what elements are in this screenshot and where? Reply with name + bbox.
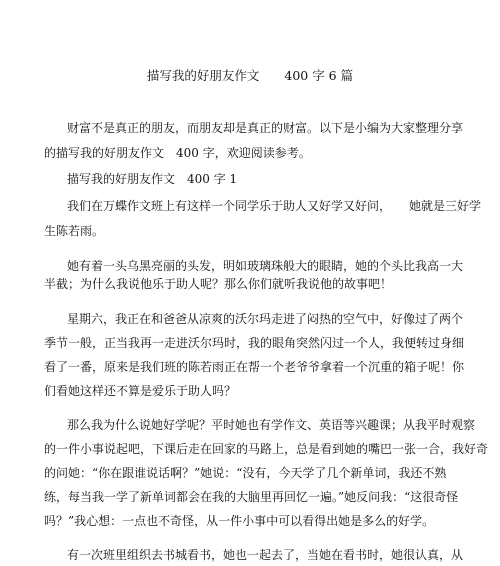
paragraph-line: 半截；为什么我说他乐于助人呢？那么你们就听我说他的故事吧！ xyxy=(44,277,393,291)
paragraph-line: 练，每当我一学了新单词都会在我的大脑里再回忆一遍。”她反问我：“这很奇怪 xyxy=(44,490,459,504)
paragraph-line: 有一次班里组织去书城看书，她也一起去了，当她在看书时，她很认真，从 xyxy=(67,548,464,562)
document-title: 描写我的好朋友作文 400 字 6 篇 xyxy=(146,68,354,83)
paragraph-line: 看了一番，原来是我们班的陈若雨正在帮一个老爷爷拿着一个沉重的箱子呢！你 xyxy=(44,360,465,374)
section-heading: 描写我的好朋友作文 400 字 1 xyxy=(67,172,238,186)
paragraph-line: 们看她这样还不算是爱乐于助人吗？ xyxy=(44,384,237,398)
paragraph-line: 那么我为什么说她好学呢？平时她也有学作文、英语等兴趣课；从我平时观察 xyxy=(67,418,476,432)
paragraph-line: 的一件小事说起吧，下课后走在回家的马路上，总是看到她的嘴巴一张一合，我好奇 xyxy=(44,442,489,456)
paragraph-line: 季节一般，正当我再一走进沃尔玛时，我的眼角突然闪过一个人，我便转过身细 xyxy=(44,336,465,350)
paragraph-line: 星期六，我正在和爸爸从凉爽的沃尔玛走进了闷热的空气中，好像过了两个 xyxy=(67,312,464,326)
paragraph-line: 生陈若雨。 xyxy=(44,224,105,238)
paragraph-line: 吗？”我心想：一点也不奇怪，从一件小事中可以看得出她是多么的好学。 xyxy=(44,514,435,528)
paragraph-line: 她有着一头乌黑亮丽的头发，明如玻璃珠般大的眼睛，她的个头比我高一大 xyxy=(67,259,464,273)
paragraph-line: 的问她：“你在跟谁说话啊？”她说：“没有，今天学了几个新单词，我还不熟 xyxy=(44,466,447,480)
paragraph-line: 财富不是真正的朋友，而朋友却是真正的财富。以下是小编为大家整理分享 xyxy=(67,121,464,135)
paragraph-line: 的描写我的好朋友作文 400 字，欢迎阅读参考。 xyxy=(44,146,311,160)
paragraph-line: 我们在万蝶作文班上有这样一个同学乐于助人又好学又好问， 她就是三好学 xyxy=(67,199,482,213)
